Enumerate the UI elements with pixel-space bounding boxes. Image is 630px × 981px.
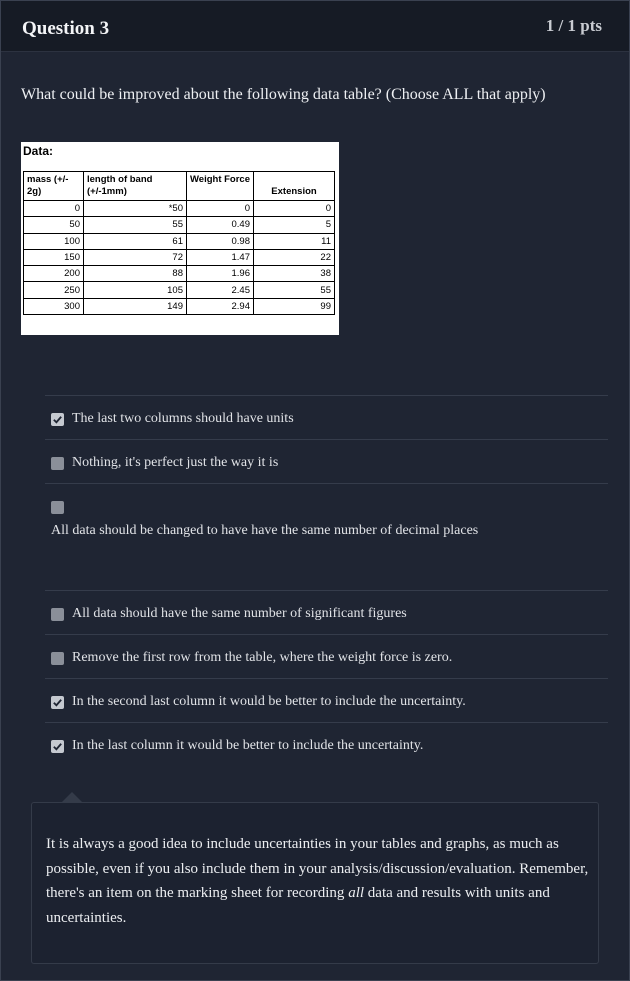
feedback-box [31, 802, 599, 964]
table-cell: 38 [254, 266, 335, 282]
option-divider [45, 395, 608, 396]
option-nothing-perfect[interactable] [51, 455, 278, 471]
feedback-emphasis: all [348, 885, 365, 901]
checkbox[interactable] [51, 652, 64, 665]
table-row [24, 201, 335, 217]
table-cell: 300 [24, 298, 84, 314]
checkbox[interactable] [51, 457, 64, 470]
option-label: In the second last column it would be better to include the uncertainty. [72, 694, 466, 709]
column-header-weight: Weight Force [187, 172, 254, 201]
table-row [24, 282, 335, 298]
table-cell: 0.98 [187, 233, 254, 249]
option-label: Remove the first row from the table, where the weight force is zero. [72, 650, 453, 665]
checkbox-checked[interactable] [51, 413, 64, 426]
table-cell: 22 [254, 249, 335, 265]
feedback-text-part: data and results with units and uncertainties. [46, 885, 550, 926]
table-cell: 61 [84, 233, 187, 249]
option-last-two-columns-units[interactable] [51, 411, 294, 427]
checkmark-icon [52, 697, 63, 708]
table-cell: 99 [254, 298, 335, 314]
feedback-text [46, 832, 591, 930]
table-cell: 149 [84, 298, 187, 314]
table-cell: 2.94 [187, 298, 254, 314]
option-last-column-uncertainty[interactable] [51, 738, 423, 754]
option-same-significant-figures[interactable] [51, 606, 407, 622]
option-divider [45, 722, 608, 723]
table-row [24, 298, 335, 314]
checkbox[interactable] [51, 608, 64, 621]
column-header-extension: Extension [254, 172, 335, 201]
data-table-image [21, 142, 339, 335]
table-cell: *50 [84, 201, 187, 217]
table-cell: 0.49 [187, 217, 254, 233]
table-cell: 105 [84, 282, 187, 298]
option-same-decimal-places[interactable] [51, 501, 478, 539]
table-row [24, 233, 335, 249]
table-cell: 0 [187, 201, 254, 217]
feedback-caret [62, 792, 82, 802]
checkbox[interactable] [51, 501, 64, 514]
table-cell: 150 [24, 249, 84, 265]
feedback-text-part: It is always a good idea to include uncertainties in your tables and graphs, as much as possible, even if you also include them in your analysis/discussion/evaluation. Remember, there's an item on the marking sheet for recording [46, 836, 589, 901]
table-cell: 2.45 [187, 282, 254, 298]
points-label: 1 / 1 pts [545, 16, 602, 35]
table-row [24, 249, 335, 265]
table-cell: 1.47 [187, 249, 254, 265]
option-divider [45, 439, 608, 440]
table-cell: 88 [84, 266, 187, 282]
option-label: All data should be changed to have have the same number of decimal places [51, 523, 479, 538]
option-divider [45, 634, 608, 635]
table-cell: 1.96 [187, 266, 254, 282]
question-header [1, 1, 629, 52]
column-header-mass: mass (+/- 2g) [24, 172, 84, 201]
table-cell: 72 [84, 249, 187, 265]
option-second-last-column-uncertainty[interactable] [51, 694, 466, 710]
option-label: The last two columns should have units [72, 411, 294, 426]
column-header-length: length of band (+/-1mm) [84, 172, 187, 201]
data-table [23, 171, 335, 315]
table-row [24, 217, 335, 233]
checkbox-checked[interactable] [51, 696, 64, 709]
checkbox-checked[interactable] [51, 740, 64, 753]
table-cell: 0 [254, 201, 335, 217]
table-cell: 100 [24, 233, 84, 249]
data-label: Data: [23, 144, 54, 158]
option-label: Nothing, it's perfect just the way it is [72, 455, 279, 470]
table-cell: 11 [254, 233, 335, 249]
table-cell: 200 [24, 266, 84, 282]
table-row [24, 266, 335, 282]
table-cell: 5 [254, 217, 335, 233]
option-divider [45, 678, 608, 679]
checkmark-icon [52, 741, 63, 752]
table-cell: 50 [24, 217, 84, 233]
option-remove-first-row[interactable] [51, 650, 452, 666]
table-cell: 0 [24, 201, 84, 217]
checkmark-icon [52, 414, 63, 425]
table-cell: 55 [84, 217, 187, 233]
table-cell: 55 [254, 282, 335, 298]
option-divider [45, 483, 608, 484]
option-divider [45, 590, 608, 591]
question-title: Question 3 [22, 18, 110, 39]
option-label: All data should have the same number of significant figures [72, 606, 407, 621]
option-label: In the last column it would be better to include the uncertainty. [72, 738, 424, 753]
table-cell: 250 [24, 282, 84, 298]
question-prompt: What could be improved about the following data table? (Choose ALL that apply) [21, 86, 546, 103]
